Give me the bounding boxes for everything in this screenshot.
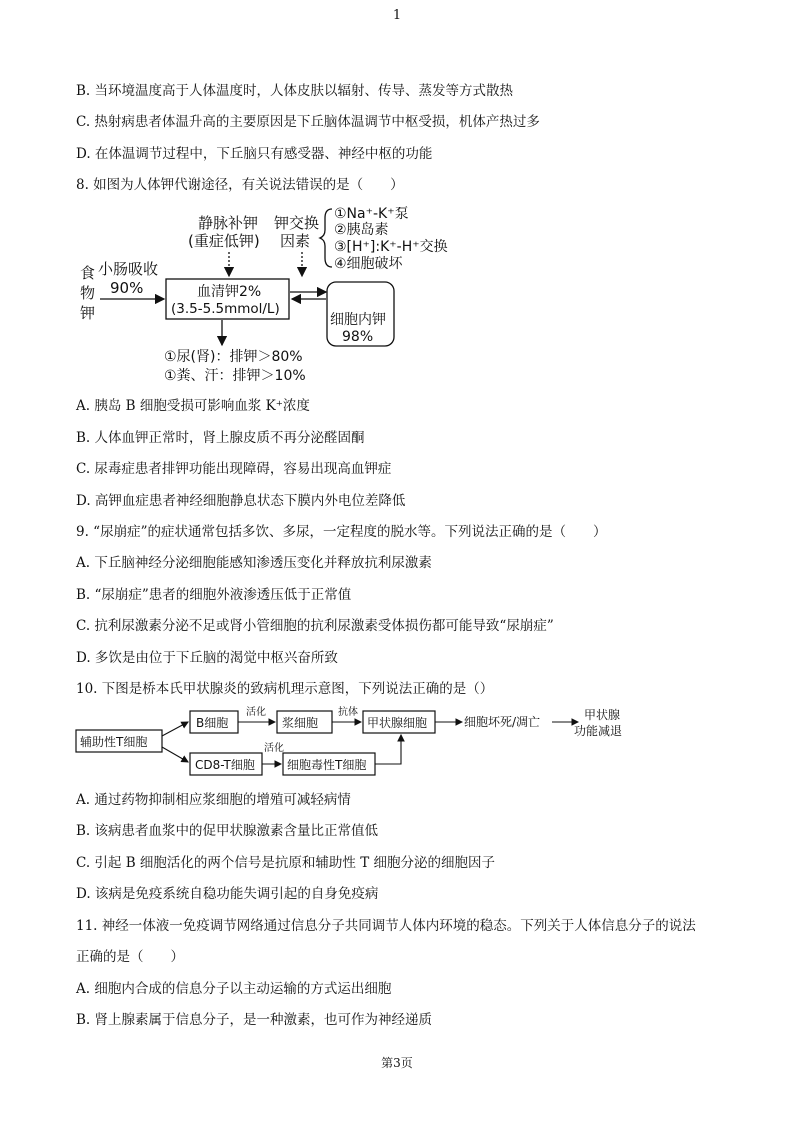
q9-option-d: D. 多饮是由位于下丘脑的渴觉中枢兴奋所致 xyxy=(76,650,338,666)
serum-range: (3.5-5.5mmol/L) xyxy=(171,301,280,317)
iv-label: 静脉补钾 xyxy=(198,214,259,232)
activate-label-1: 活化 xyxy=(246,707,266,718)
hashimoto-mechanism-diagram xyxy=(70,702,640,782)
q9-option-b: B. “尿崩症”患者的细胞外液渗透压低于正常值 xyxy=(76,587,352,603)
th-to-cd8-arrow xyxy=(162,747,188,762)
q10-option-b: B. 该病患者血浆中的促甲状腺激素含量比正常值低 xyxy=(76,823,379,839)
q8-stem: 8. 如图为人体钾代谢途径，有关说法错误的是（ ） xyxy=(76,177,404,193)
absorb-label: 小肠吸收 xyxy=(98,260,159,278)
q11-option-b: B. 肾上腺素属于信息分子，是一种激素，也可作为神经递质 xyxy=(76,1012,433,1028)
intracellular-percent: 98% xyxy=(342,329,374,345)
cd8-t-label: CD8-T细胞 xyxy=(195,758,255,772)
th-to-b-arrow xyxy=(162,722,188,736)
antibody-label: 抗体 xyxy=(338,707,358,718)
activate-label-2: 活化 xyxy=(264,743,284,754)
food-k-char2: 物 xyxy=(80,284,96,302)
b-cell-label: B细胞 xyxy=(196,716,229,730)
function-label-1: 甲状腺 xyxy=(584,708,621,722)
q11-stem-line2: 正确的是（ ） xyxy=(76,949,184,965)
q8-option-c: C. 尿毒症患者排钾功能出现障碍，容易出现高血钾症 xyxy=(76,461,392,477)
q9-option-c: C. 抗利尿激素分泌不足或肾小管细胞的抗利尿激素受体损伤都可能导致“尿崩症” xyxy=(76,618,554,634)
iv-sub-label: (重症低钾) xyxy=(188,232,260,250)
potassium-metabolism-diagram xyxy=(70,196,490,390)
cytotoxic-t-label: 细胞毒性T细胞 xyxy=(287,758,367,772)
factor-brace xyxy=(320,209,332,267)
page-footer: 第3页 xyxy=(381,1056,413,1070)
q7-option-c: C. 热射病患者体温升高的主要原因是下丘脑体温调节中枢受损，机体产热过多 xyxy=(76,114,540,130)
excretion-feces: ①粪、汗：排钾＞10% xyxy=(164,368,306,384)
thyroid-cell-label: 甲状腺细胞 xyxy=(367,716,428,730)
factor-1: ①Na⁺-K⁺泵 xyxy=(334,206,409,222)
cell-death-label: 细胞坏死/凋亡 xyxy=(464,715,541,729)
exchange-label: 钾交换 xyxy=(274,214,320,232)
factor-2: ②胰岛素 xyxy=(334,222,389,238)
factor-3: ③[H⁺]:K⁺-H⁺交换 xyxy=(334,239,448,255)
q11-stem-line1: 11. 神经一体液一免疫调节网络通过信息分子共同调节人体内环境的稳态。下列关于人体信息分子的说法 xyxy=(76,918,696,934)
function-label-2: 功能减退 xyxy=(574,724,623,738)
food-k-char3: 钾 xyxy=(80,304,96,322)
q11-option-a: A. 细胞内合成的信息分子以主动运输的方式运出细胞 xyxy=(76,981,392,997)
serum-label: 血清钾2% xyxy=(197,284,262,300)
factor-4: ④细胞破坏 xyxy=(334,256,403,272)
q10-option-c: C. 引起 B 细胞活化的两个信号是抗原和辅助性 T 细胞分泌的细胞因子 xyxy=(76,855,496,871)
q8-option-b: B. 人体血钾正常时，肾上腺皮质不再分泌醛固酮 xyxy=(76,430,365,446)
q10-stem: 10. 下图是桥本氏甲状腺炎的致病机理示意图，下列说法正确的是（） xyxy=(76,681,494,697)
excretion-urine: ①尿(肾)：排钾＞80% xyxy=(164,349,303,365)
q10-option-a: A. 通过药物抑制相应浆细胞的增殖可减轻病情 xyxy=(76,792,351,808)
q7-option-b: B. 当环境温度高于人体温度时，人体皮肤以辐射、传导、蒸发等方式散热 xyxy=(76,83,514,99)
plasma-cell-label: 浆细胞 xyxy=(282,716,319,730)
q7-option-d: D. 在体温调节过程中，下丘脑只有感受器、神经中枢的功能 xyxy=(76,146,433,162)
intracellular-label: 细胞内钾 xyxy=(330,312,386,328)
q9-stem: 9. “尿崩症”的症状通常包括多饮、多尿，一定程度的脱水等。下列说法正确的是（ ） xyxy=(76,524,607,540)
q10-option-d: D. 该病是免疫系统自稳功能失调引起的自身免疫病 xyxy=(76,886,379,902)
q9-option-a: A. 下丘脑神经分泌细胞能感知渗透压变化并释放抗利尿激素 xyxy=(76,555,432,571)
food-k-char1: 食 xyxy=(80,264,96,282)
helper-t-label: 辅助性T细胞 xyxy=(80,735,148,749)
q8-option-d: D. 高钾血症患者神经细胞静息状态下膜内外电位差降低 xyxy=(76,493,406,509)
exchange-sub-label: 因素 xyxy=(280,232,311,250)
page-number: 1 xyxy=(392,8,402,23)
q8-option-a: A. 胰岛 B 细胞受损可影响血浆 K⁺浓度 xyxy=(76,398,310,414)
absorb-percent: 90% xyxy=(110,279,144,297)
ctl-to-thyroid-arrow xyxy=(375,735,401,764)
